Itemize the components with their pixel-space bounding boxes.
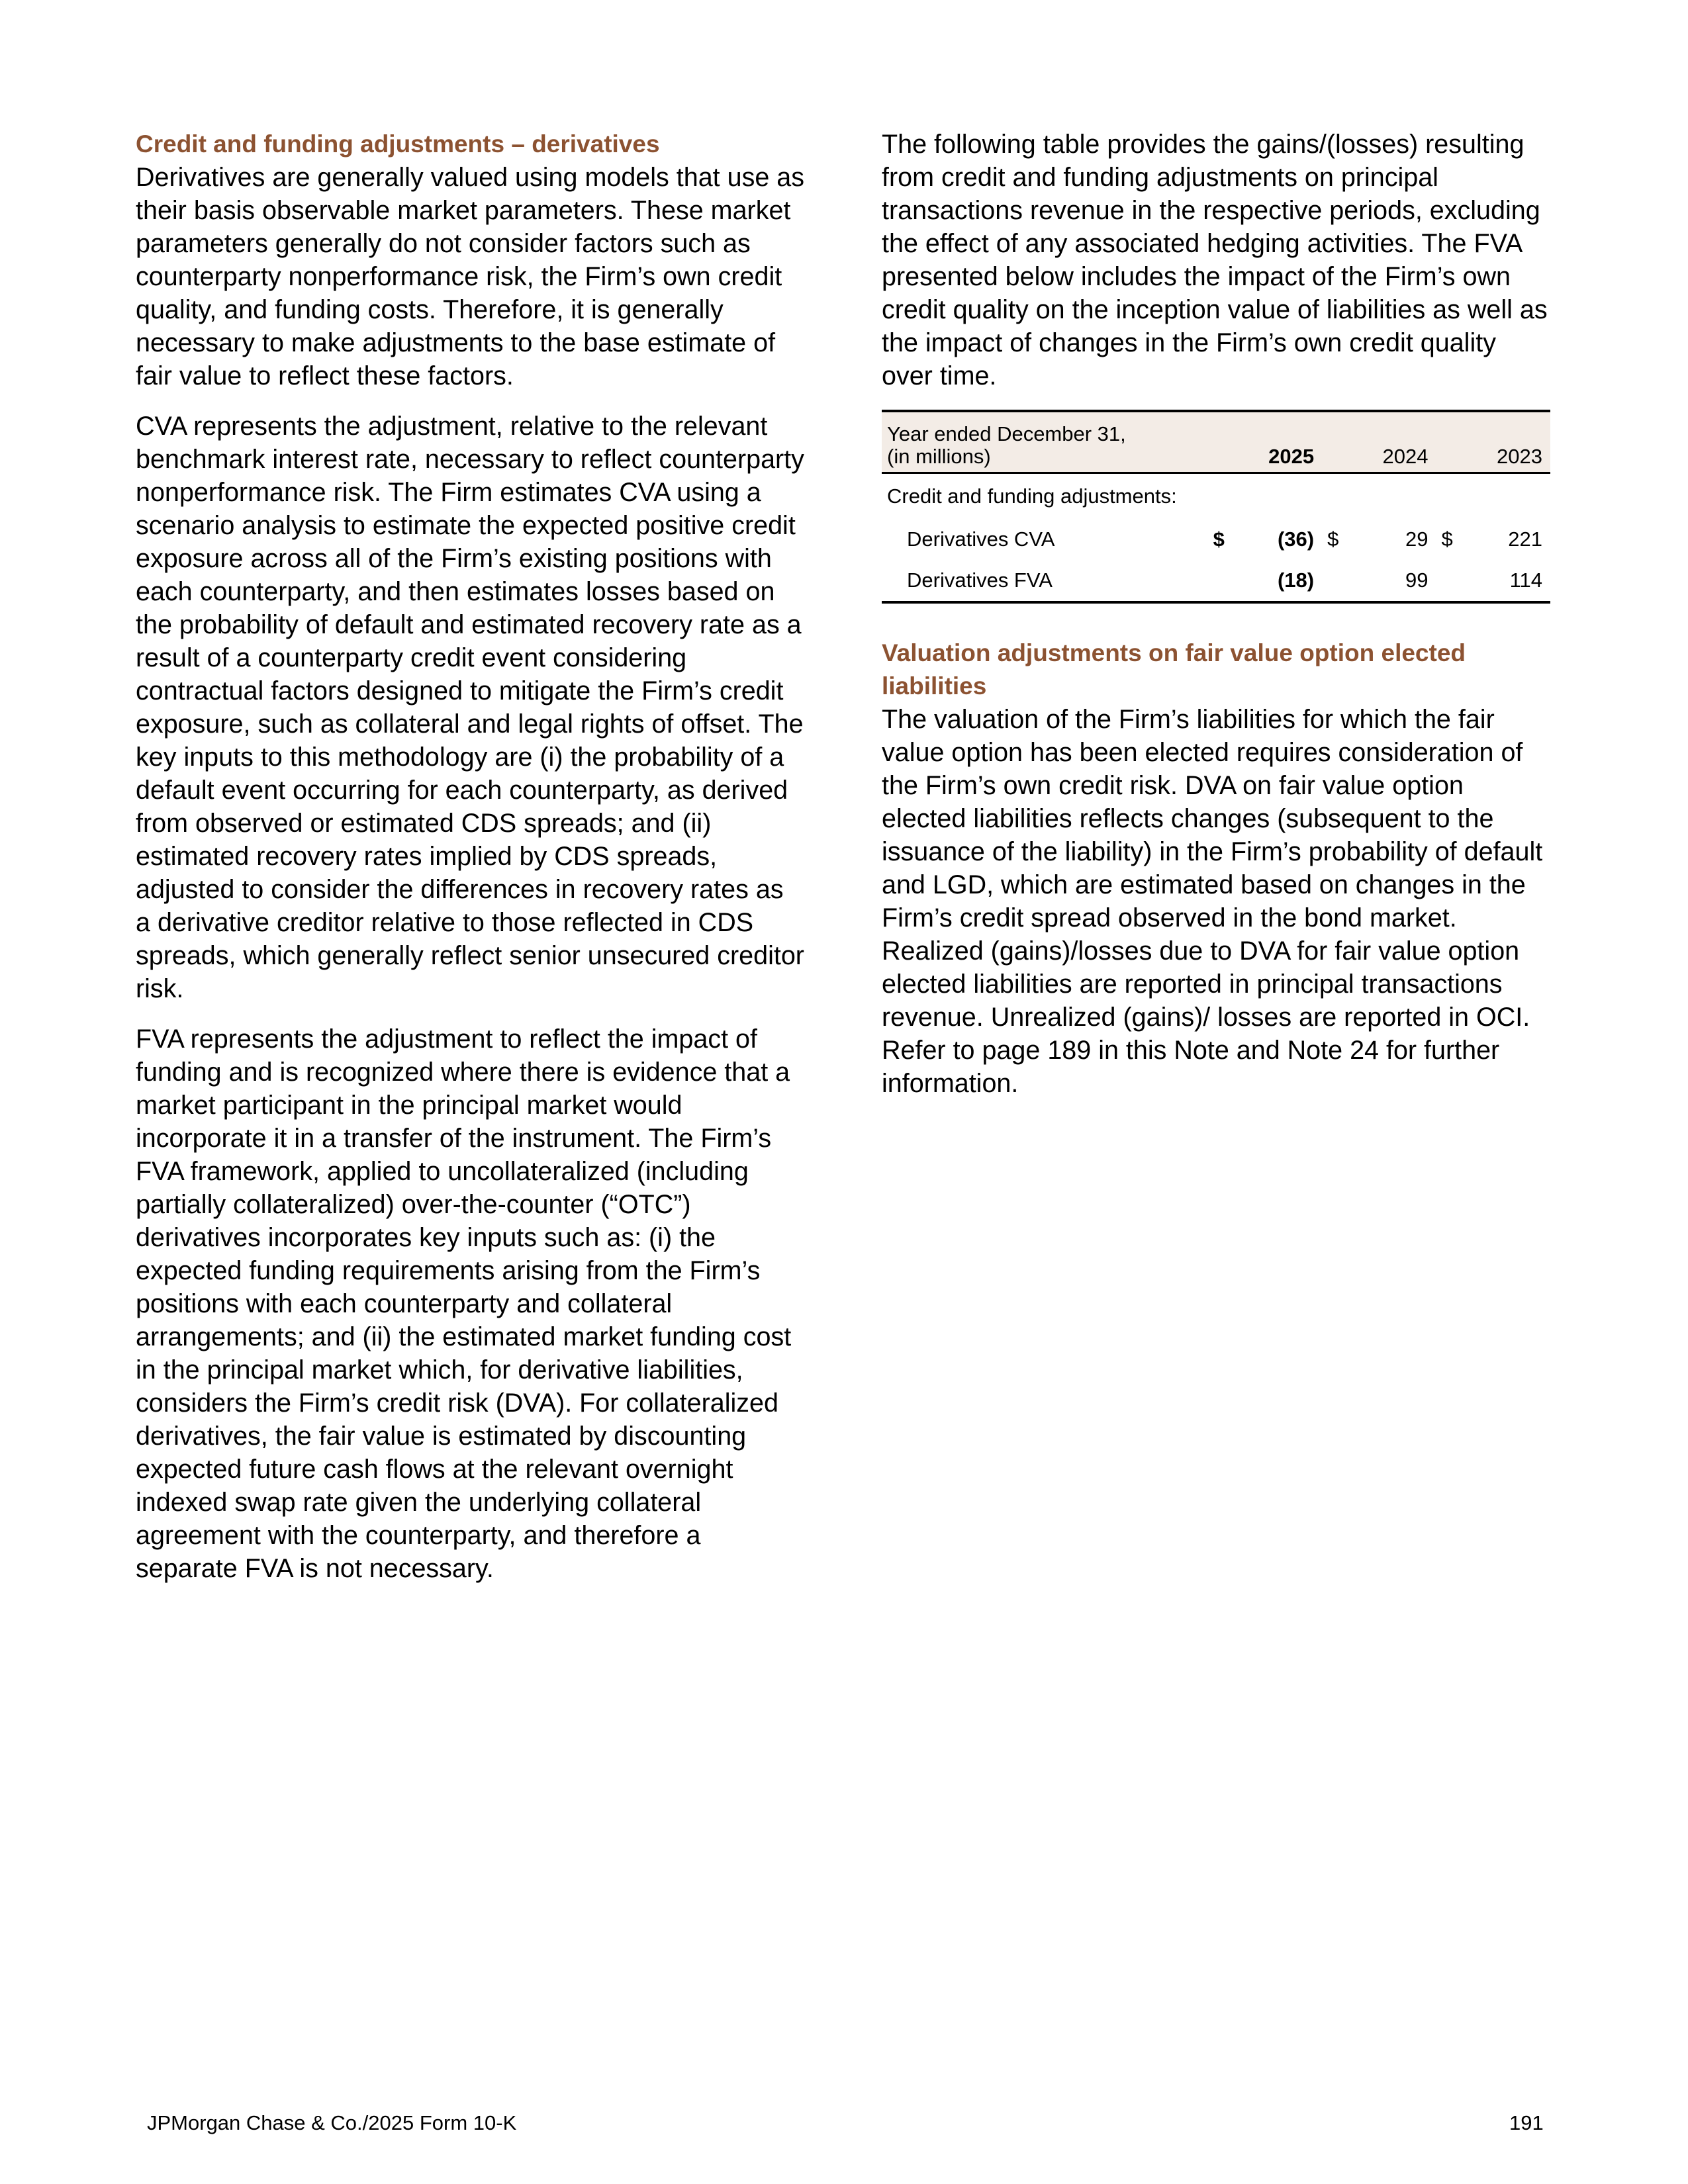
header-line-2: (in millions): [887, 445, 991, 468]
header-year-2023: 2023: [1436, 411, 1550, 473]
currency-symbol: [1436, 560, 1462, 602]
currency-symbol: $: [1441, 527, 1453, 551]
paragraph-fva: FVA represents the adjustment to reflect the impact of funding and is recognized where there is evidence that a market participant in the principal market would incorporate it in a transfer of the instrument. The Firm’s FVA framework, applied to uncollateralized (including partially collateralized) over-the-counter (“OTC”) derivatives incorporates key inputs such as: (i) the expected funding requirements arising from the Firm’s positions with each counterparty and collateral arrangements; and (ii) the estimated market funding cost in the principal market which, for derivative liabilities, considers the Firm’s credit risk (DVA). For collateralized derivatives, the fair value is estimated by discounting expected future cash flows at the relevant overnight indexed swap rate given the underlying collateral agreement with the counterparty, and therefore a separate FVA is not necessary.: [136, 1024, 792, 1583]
section-label: Credit and funding adjustments:: [887, 484, 1177, 508]
value-2024: 99: [1348, 560, 1436, 602]
value-2025: (18): [1234, 560, 1322, 602]
paragraph-cva: CVA represents the adjustment, relative to the relevant benchmark interest rate, necessary to reflect counterparty nonperformance risk. The Firm estimates CVA using a scenario analysis to estimate the expected positive credit exposure across all of the Firm’s existing positions with each counterparty, and then estimates losses based on the probability of default and estimated recovery rate as a result of a counterparty credit event considering contractual factors designed to mitigate the Firm’s credit exposure, such as collateral and legal rights of offset. The key inputs to this methodology are (i) the probability of a default event occurring for each counterparty, as derived from observed or estimated CDS spreads; and (ii) estimated recovery rates implied by CDS spreads, adjusted to consider the differences in recovery rates as a derivative creditor relative to those reflected in CDS spreads, which generally reflect senior unsecured creditor risk.: [136, 412, 804, 1003]
header-line-1: Year ended December 31,: [887, 422, 1126, 445]
footer-document-title: JPMorgan Chase & Co./2025 Form 10-K: [147, 2111, 517, 2134]
left-column: [136, 128, 804, 1602]
page-number: 191: [1509, 2111, 1544, 2134]
currency-symbol: [1322, 560, 1348, 602]
header-year-2024: 2024: [1322, 411, 1436, 473]
credit-funding-adjustments-table: [882, 410, 1550, 604]
value-2023: 221: [1508, 527, 1542, 551]
currency-symbol: [1208, 560, 1234, 602]
table-header-label: [882, 411, 1234, 473]
row-label: Derivatives CVA: [907, 527, 1055, 551]
paragraph-derivatives-valuation: Derivatives are generally valued using models that use as their basis observable market parameters. These market parameters generally do not consider factors such as counterparty nonperformance risk, the Firm’s own credit quality, and funding costs. Therefore, it is generally necessary to make adjustments to the base estimate of fair value to reflect these factors.: [136, 163, 804, 390]
table-row: [882, 560, 1550, 602]
table-section-row: [882, 473, 1550, 520]
table-header-row: [882, 411, 1550, 473]
table-row: [882, 519, 1550, 560]
paragraph-table-intro: The following table provides the gains/(losses) resulting from credit and funding adjustments on principal transactions revenue in the respective periods, excluding the effect of any associated hedging activities. The FVA presented below includes the impact of the Firm’s own credit quality on the inception value of liabilities as well as the impact of changes in the Firm’s own credit quality over time.: [882, 130, 1548, 390]
header-year-2025: 2025: [1234, 411, 1322, 473]
right-column: [882, 128, 1550, 1117]
value-2025: (36): [1277, 527, 1315, 551]
currency-symbol: $: [1213, 527, 1225, 551]
paragraph-dva: The valuation of the Firm’s liabilities for which the fair value option has been elected requires consideration of the Firm’s own credit risk. DVA on fair value option elected liabilities reflects changes (subsequent to the issuance of the liability) in the Firm’s probability of default and LGD, which are estimated based on changes in the Firm’s credit spread observed in the bond market. Realized (gains)/losses due to DVA for fair value option elected liabilities are reported in principal transactions revenue. Unrealized (gains)/ losses are reported in OCI. Refer to page 189 in this Note and Note 24 for further information.: [882, 705, 1543, 1098]
value-2023: 114: [1462, 560, 1550, 602]
section-heading-credit-funding: Credit and funding adjustments – derivatives: [136, 130, 660, 158]
value-2024: 29: [1405, 527, 1429, 551]
currency-symbol: $: [1327, 527, 1339, 551]
section-heading-valuation-adjustments: Valuation adjustments on fair value option elected liabilities: [882, 639, 1466, 700]
row-label: Derivatives FVA: [882, 560, 1208, 602]
